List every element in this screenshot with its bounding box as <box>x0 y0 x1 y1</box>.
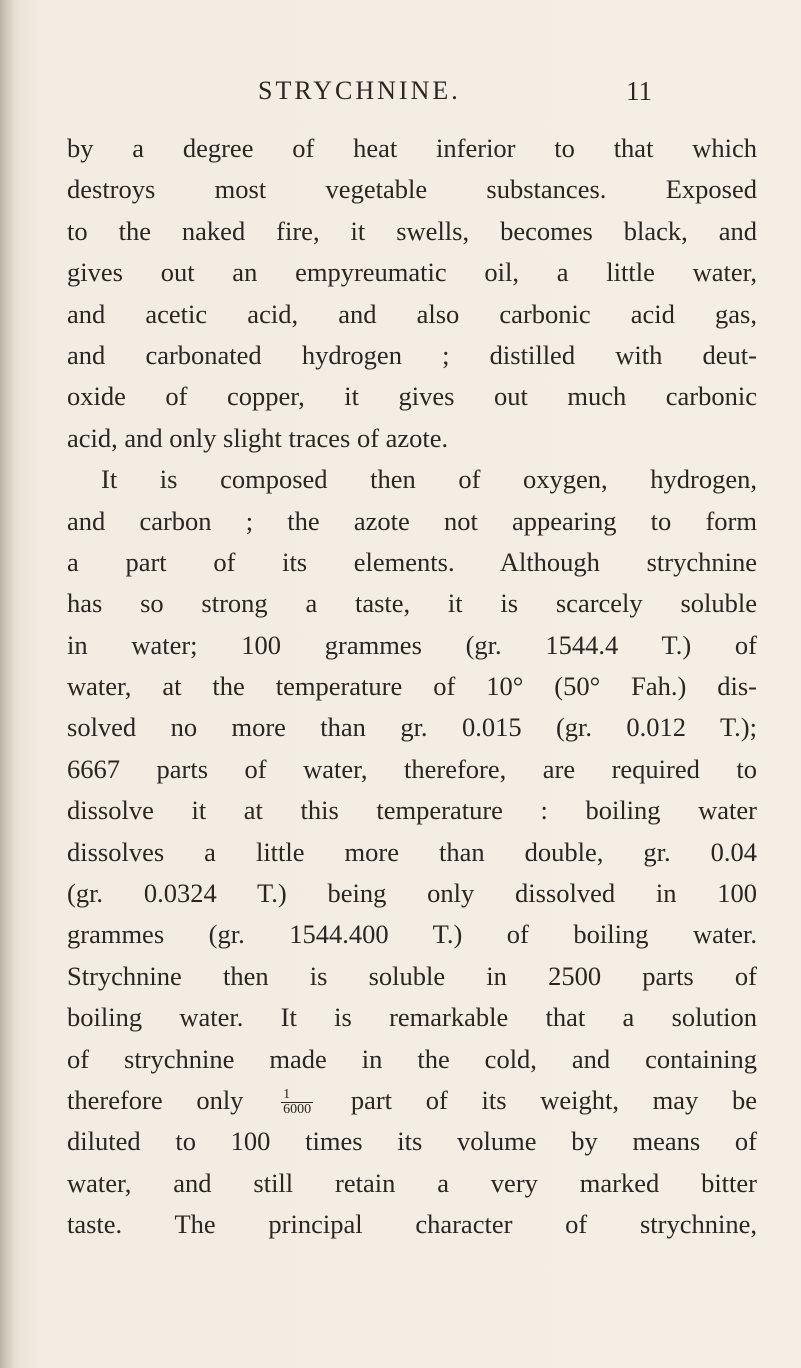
text-line: and carbonated hydrogen ; distilled with deut- <box>67 339 757 370</box>
text-line: destroys most vegetable substances. Exposed <box>67 174 757 205</box>
text-line: and carbon ; the azote not appearing to form <box>67 505 757 536</box>
text-line: diluted to 100 times its volume by means of <box>67 1126 757 1157</box>
fraction-denominator: 6000 <box>283 1102 312 1118</box>
text-line: by a degree of heat inferior to that which <box>67 133 757 163</box>
text-line: to the naked fire, it swells, becomes black, and <box>67 215 757 246</box>
text-line: dissolves a little more than double, gr. 0.04 <box>67 836 757 867</box>
body-text <box>67 128 757 1246</box>
text-line: solved no more than gr. 0.015 (gr. 0.012 T.); <box>67 712 757 743</box>
text-line: Strychnine then is soluble in 2500 parts of <box>67 960 757 991</box>
fraction-numerator: 1 <box>281 1088 313 1103</box>
text-line: water, at the temperature of 10° (50° Fah.) dis- <box>67 671 757 702</box>
text-line: 6667 parts of water, therefore, are required to <box>67 753 757 784</box>
text-line: has so strong a taste, it is scarcely soluble <box>67 588 757 619</box>
text-line: oxide of copper, it gives out much carbonic <box>67 381 757 412</box>
text-line: gives out an empyreumatic oil, a little water, <box>67 257 757 288</box>
running-head <box>0 76 801 116</box>
running-title: STRYCHNINE. <box>258 76 461 105</box>
text-line: (gr. 0.0324 T.) being only dissolved in 100 <box>67 878 757 909</box>
text-line: grammes (gr. 1544.400 T.) of boiling water. <box>67 919 757 950</box>
fraction-line-after: part of its weight, may be <box>350 1084 758 1115</box>
page-gutter-shadow <box>0 0 14 1368</box>
text-line: in water; 100 grammes (gr. 1544.4 T.) of <box>67 629 757 660</box>
text-line: taste. The principal character of strychnine, <box>67 1209 757 1240</box>
text-line: dissolve it at this temperature : boiling water <box>67 795 757 826</box>
text-line: of strychnine made in the cold, and containing <box>67 1043 757 1074</box>
text-line: water, and still retain a very marked bitter <box>67 1167 757 1198</box>
text-line: a part of its elements. Although strychnine <box>67 546 757 577</box>
fraction-line-before: therefore only <box>67 1084 244 1115</box>
text-line: and acetic acid, and also carbonic acid gas, <box>67 298 757 329</box>
text-line: boiling water. It is remarkable that a solution <box>67 1002 757 1033</box>
text-line-paragraph-start: It is composed then of oxygen, hydrogen, <box>101 464 757 495</box>
fraction <box>281 1088 313 1117</box>
page-number: 11 <box>626 76 652 106</box>
text-line-with-fraction <box>67 1080 757 1121</box>
text-line-paragraph-end: acid, and only slight traces of azote. <box>67 422 449 453</box>
